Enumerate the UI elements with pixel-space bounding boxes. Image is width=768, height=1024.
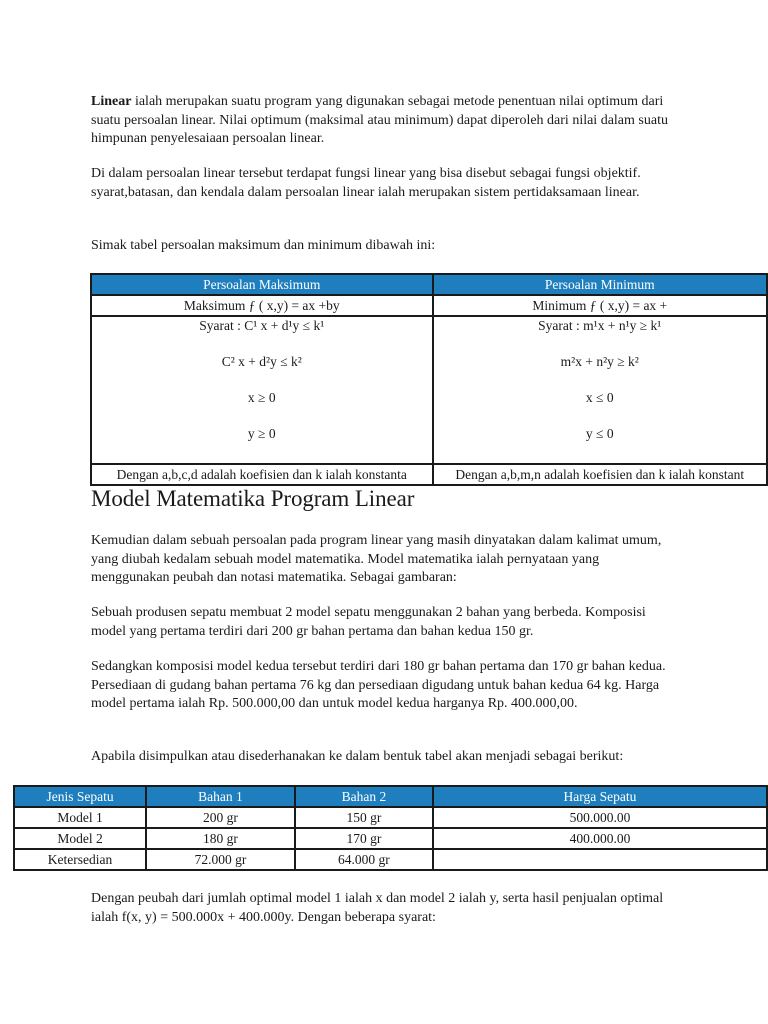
cell-bahan-1: 180 gr bbox=[146, 828, 295, 849]
cell-fungsi-minimum: Minimum ƒ ( x,y) = ax + bbox=[433, 295, 767, 316]
header-bahan-1: Bahan 1 bbox=[146, 786, 295, 807]
syarat-min-line: m²x + n²y ≥ k² bbox=[560, 354, 639, 369]
paragraph-komposisi: Sedangkan komposisi model kedua tersebut terdiri dari 180 gr bahan pertama dan 170 gr bahan kedua. Persediaan di gudang bahan pertama 76 kg dan persediaan digudang untuk bahan kedua 64 kg. Harga model pertama ialah Rp. 500.000,00 dan untuk model kedua harganya Rp. 400.000,00. bbox=[91, 659, 666, 711]
syarat-min-line: y ≤ 0 bbox=[585, 426, 614, 441]
cell-jenis: Model 2 bbox=[14, 828, 146, 849]
syarat-max-line: y ≥ 0 bbox=[247, 426, 276, 441]
header-persoalan-minimum: Persoalan Minimum bbox=[433, 274, 767, 295]
header-harga-sepatu: Harga Sepatu bbox=[433, 786, 767, 807]
paragraph-apabila: Apabila disimpulkan atau disederhanakan ke dalam bentuk tabel akan menjadi sebagai berikut: bbox=[91, 749, 624, 764]
table-header-row bbox=[14, 786, 767, 807]
syarat-max-line: Syarat : C¹ x + d¹y ≤ k¹ bbox=[199, 318, 325, 333]
cell-bahan-1: 72.000 gr bbox=[146, 849, 295, 870]
cell-bahan-2: 150 gr bbox=[295, 807, 433, 828]
paragraph-fungsi-objektif: Di dalam persoalan linear tersebut terdapat fungsi linear yang bisa disebut sebagai fungsi objektif. syarat,batasan, dan kendala dalam persoalan linear ialah merupakan sistem pertidaksamaan linear. bbox=[91, 166, 641, 200]
cell-jenis: Model 1 bbox=[14, 807, 146, 828]
cell-harga: 400.000.00 bbox=[433, 828, 767, 849]
intro-text: ialah merupakan suatu program yang digunakan sebagai metode penentuan nilai optimum dari suatu persoalan linear. Nilai optimum (maksimal atau minimum) dapat diperoleh dari nilai dalam suatu himpunan penyelesaiaan persoalan linear. bbox=[91, 94, 668, 146]
cell-jenis: Ketersedian bbox=[14, 849, 146, 870]
term-linear: Linear bbox=[91, 94, 132, 109]
paragraph-produsen-sepatu: Sebuah produsen sepatu membuat 2 model sepatu menggunakan 2 bahan yang berbeda. Komposisi model yang pertama terdiri dari 200 gr bahan pertama dan bahan kedua 150 gr. bbox=[91, 605, 646, 639]
intro-paragraph bbox=[91, 93, 681, 149]
syarat-max-line: x ≥ 0 bbox=[247, 390, 276, 405]
paragraph-model-matematika: Kemudian dalam sebuah persoalan pada program linear yang masih dinyatakan dalam kalimat umum, yang diubah kedalam sebuah model matematika. Model matematika ialah pernyataan yang menggunakan peubah dan notasi matematika. Sebagai gambaran: bbox=[91, 533, 662, 585]
section-heading: Model Matematika Program Linear bbox=[91, 486, 415, 511]
header-bahan-2: Bahan 2 bbox=[295, 786, 433, 807]
cell-bahan-2: 64.000 gr bbox=[295, 849, 433, 870]
cell-keterangan-maksimum: Dengan a,b,c,d adalah koefisien dan k ialah konstanta bbox=[91, 464, 433, 485]
cell-harga bbox=[433, 849, 767, 870]
cell-syarat-maksimum bbox=[91, 316, 433, 464]
table-row bbox=[14, 807, 767, 828]
cell-keterangan-minimum: Dengan a,b,m,n adalah koefisien dan k ialah konstant bbox=[433, 464, 767, 485]
table-row bbox=[14, 828, 767, 849]
header-persoalan-maksimum: Persoalan Maksimum bbox=[91, 274, 433, 295]
table-row bbox=[14, 849, 767, 870]
cell-fungsi-maksimum: Maksimum ƒ ( x,y) = ax +by bbox=[91, 295, 433, 316]
syarat-max-line: C² x + d²y ≤ k² bbox=[221, 354, 302, 369]
table-persoalan-maks-min bbox=[90, 273, 768, 486]
table-sepatu bbox=[13, 785, 768, 871]
table-row-syarat bbox=[91, 316, 767, 464]
table-row-keterangan bbox=[91, 464, 767, 485]
paragraph-simak-tabel: Simak tabel persoalan maksimum dan minimum dibawah ini: bbox=[91, 238, 436, 253]
syarat-min-line: Syarat : m¹x + n¹y ≥ k¹ bbox=[538, 318, 662, 333]
cell-bahan-1: 200 gr bbox=[146, 807, 295, 828]
paragraph-peubah: Dengan peubah dari jumlah optimal model 1 ialah x dan model 2 ialah y, serta hasil penjualan optimal ialah f(x, y) = 500.000x + 400.000y. Dengan beberapa syarat: bbox=[91, 891, 664, 925]
cell-harga: 500.000.00 bbox=[433, 807, 767, 828]
cell-syarat-minimum bbox=[433, 316, 767, 464]
table-header-row bbox=[91, 274, 767, 295]
syarat-min-line: x ≤ 0 bbox=[585, 390, 614, 405]
header-jenis-sepatu: Jenis Sepatu bbox=[14, 786, 146, 807]
cell-bahan-2: 170 gr bbox=[295, 828, 433, 849]
